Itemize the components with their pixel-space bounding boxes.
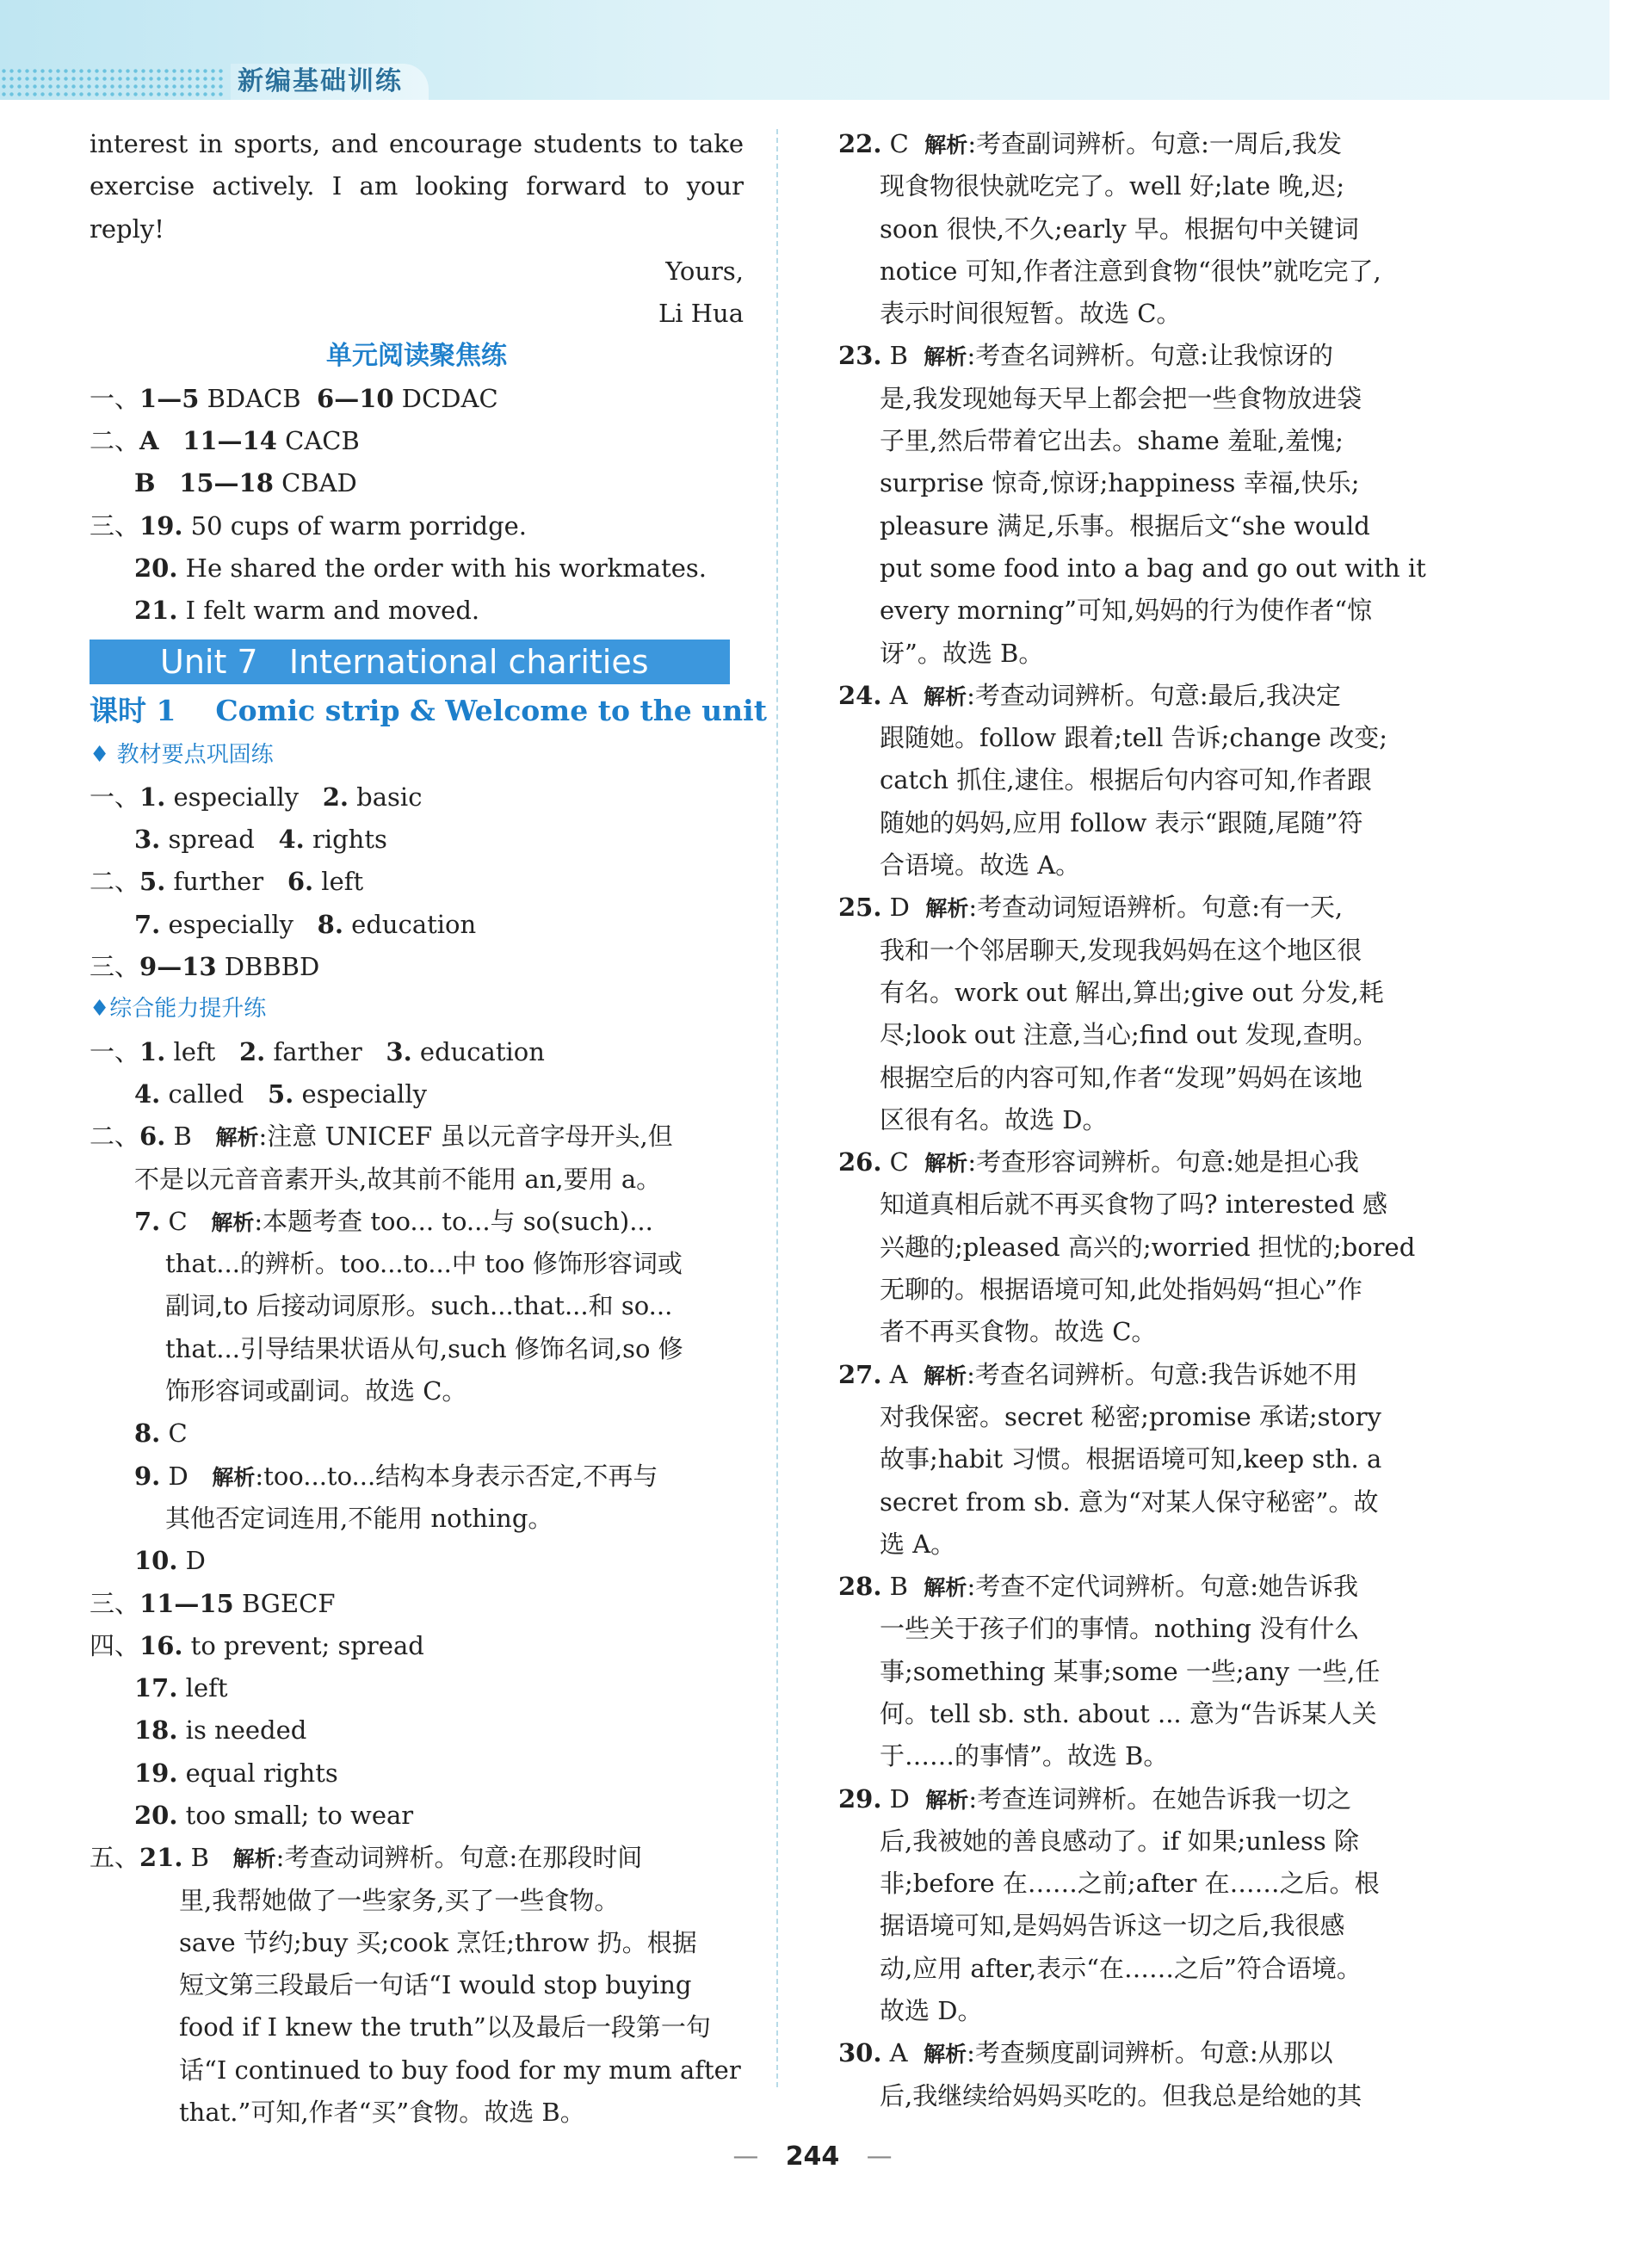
analysis-label: 解析 (925, 1787, 969, 1813)
question-answer: D (177, 1546, 206, 1576)
answer-prefix: 五、 (90, 1843, 140, 1873)
letter-signature: Li Hua (658, 299, 744, 329)
analysis-first-line (838, 1354, 1456, 1396)
analysis-text: 故选 D。 (880, 1996, 983, 2026)
question-number: 8. (134, 1418, 161, 1449)
analysis-text: 有名。work out 解出,算出;give out 分发,耗 (880, 977, 1384, 1007)
answer-number: 3. (134, 825, 161, 855)
analysis-text: 是,我发现她每天早上都会把一些食物放进袋 (880, 383, 1362, 413)
answer-line (90, 547, 744, 590)
section-title: 单元阅读聚焦练 (326, 341, 507, 372)
analysis-text: 区很有名。故选 D。 (880, 1104, 1108, 1134)
analysis-text: :注意 UNICEF 虽以元音字母开头,但 (258, 1122, 673, 1152)
right-column (838, 123, 1456, 2117)
analysis-text: :考查名词辨析。句意:我告诉她不用 (967, 1359, 1358, 1389)
analysis-label: 解析 (212, 1464, 256, 1490)
analysis-text: 知道真相后就不再买食物了吗? interested 感 (880, 1190, 1388, 1220)
analysis-line (90, 1370, 744, 1412)
analysis-line (838, 293, 1456, 335)
answer-text: too small; to wear (177, 1800, 414, 1830)
question-number: 25. (838, 893, 882, 923)
analysis-line (838, 1948, 1456, 1990)
analysis-text: surprise 惊奇,惊讶;happiness 幸福,快乐; (880, 468, 1360, 498)
analysis-first-line (838, 123, 1456, 165)
analysis-line (838, 1269, 1456, 1311)
analysis-label: 解析 (211, 1209, 255, 1235)
analysis-text: :too...to...结构本身表示否定,不再与 (255, 1461, 658, 1491)
sub-heading: ♦综合能力提升练 (90, 996, 267, 1023)
answer-number: 6—10 (317, 383, 394, 413)
answer-line (90, 1667, 744, 1709)
question-answer: C (881, 129, 925, 158)
answer-number: 11—15 (139, 1588, 234, 1618)
analysis-text: 故事;habit 习惯。根据语境可知,keep sth. a (880, 1444, 1382, 1474)
section-title-line (90, 335, 744, 377)
analysis-line (838, 1014, 1456, 1056)
answer-number: 4. (278, 825, 305, 855)
answer-text (159, 426, 183, 455)
analysis-text: 根据空后的内容可知,作者“发现”妈妈在该地 (880, 1062, 1362, 1092)
analysis-line (838, 1227, 1456, 1269)
analysis-text: 现食物很快就吃完了。well 好;late 晚,迟; (880, 171, 1345, 201)
answer-line (90, 420, 744, 462)
answer-number: 19. (134, 1758, 178, 1788)
analysis-text: 饰形容词或副词。故选 C。 (165, 1376, 467, 1406)
analysis-text: 者不再买食物。故选 C。 (880, 1317, 1157, 1347)
answer-text: left (313, 867, 364, 897)
analysis-text: notice 可知,作者注意到食物“很快”就吃完了, (880, 256, 1381, 286)
analysis-line (90, 2006, 744, 2049)
analysis-text: secret from sb. 意为“对某人保守秘密”。故 (880, 1486, 1379, 1517)
answer-text: DBBBD (216, 952, 320, 982)
analysis-text: 跟随她。follow 跟着;tell 告诉;change 改变; (880, 723, 1387, 753)
answer-text: equal rights (177, 1758, 338, 1788)
answer-text: spread (160, 825, 279, 855)
question-answer: D (881, 1783, 926, 1814)
analysis-text: 一些关于孩子们的事情。nothing 没有什么 (880, 1614, 1360, 1644)
question-number: 21. (139, 1843, 183, 1873)
answer-text: further (165, 867, 287, 897)
answer-prefix: 二、 (90, 1122, 140, 1152)
answer-number: 8. (317, 909, 343, 939)
analysis-text: 话“I continued to buy food for my mum after (179, 2055, 741, 2085)
answer-text: basic (348, 782, 423, 812)
analysis-line (838, 1990, 1456, 2032)
analysis-label: 解析 (232, 1846, 276, 1872)
analysis-text: 非;before 在……之前;after 在……之后。根 (880, 1869, 1380, 1899)
analysis-line (90, 1880, 744, 1922)
analysis-line (838, 165, 1456, 207)
answer-prefix: 二、 (90, 426, 140, 456)
analysis-line (838, 462, 1456, 504)
series-title: 新编基础训练 (231, 64, 429, 100)
answer-line (90, 378, 744, 420)
analysis-first-line (838, 1566, 1456, 1608)
analysis-text: :考查动词短语辨析。句意:有一天, (968, 893, 1344, 923)
analysis-first-line (838, 2032, 1456, 2074)
answer-number: 20. (134, 1800, 178, 1830)
answer-prefix: 三、 (90, 1588, 140, 1618)
question-number: 10. (134, 1546, 178, 1576)
analysis-text: :本题考查 too... to...与 so(such)... (254, 1206, 653, 1236)
answer-prefix: 一、 (90, 782, 140, 812)
answer-number: A (139, 426, 159, 456)
answer-number: 17. (134, 1673, 178, 1703)
analysis-text: 里,我帮她做了一些家务,买了一些食物。 (179, 1885, 620, 1915)
analysis-text: catch 抓住,逮住。根据后句内容可知,作者跟 (880, 765, 1372, 795)
question-answer: A (881, 2038, 924, 2068)
analysis-text: :考查副词辨析。句意:一周后,我发 (967, 129, 1343, 158)
answer-line (90, 861, 744, 903)
analysis-line (838, 1608, 1456, 1650)
answer-prefix: 四、 (90, 1630, 140, 1660)
analysis-line (838, 717, 1456, 759)
analysis-first-line (90, 1201, 744, 1243)
answer-number: 5. (139, 867, 166, 897)
question-number: 30. (838, 2038, 882, 2068)
analysis-text: 其他否定词连用,不能用 nothing。 (165, 1503, 553, 1533)
analysis-line (90, 1328, 744, 1370)
answer-number: 15—18 (179, 468, 274, 498)
analysis-text: that.”可知,作者“买”食物。故选 B。 (179, 2098, 585, 2128)
question-answer: C (160, 1206, 212, 1236)
analysis-text: 据语境可知,是妈妈告诉这一切之后,我很感 (880, 1911, 1345, 1941)
letter-line (90, 123, 744, 165)
analysis-line (90, 2092, 744, 2134)
analysis-text: :考查动词辨析。句意:在那段时间 (275, 1843, 643, 1873)
signature-line (90, 293, 744, 335)
letter-line (90, 208, 744, 250)
analysis-text: put some food into a bag and go out with it (880, 553, 1426, 583)
answer-number: 11—14 (182, 426, 277, 456)
answer-text: education (411, 1036, 545, 1066)
answer-number: 1—5 (139, 383, 200, 413)
footer-dash-left: — (732, 2141, 759, 2172)
question-answer: A (881, 680, 924, 710)
analysis-line (838, 1183, 1456, 1226)
analysis-text: 短文第三段最后一句话“I would stop buying (179, 1970, 692, 2000)
analysis-text: 表示时间很短暂。故选 C。 (880, 299, 1182, 329)
question-number: 22. (838, 129, 882, 158)
analysis-text: 副词,to 后接动词原形。such...that...和 so... (165, 1291, 673, 1321)
answer-line (90, 1752, 744, 1795)
question-answer: D (881, 893, 926, 923)
answer-number: 4. (134, 1078, 161, 1109)
answer-number: 1. (139, 782, 166, 812)
answer-text: especially (293, 1078, 427, 1109)
analysis-line (838, 1693, 1456, 1735)
answer-line (90, 1073, 744, 1115)
answer-number: 9—13 (139, 952, 217, 982)
question-answer: D (160, 1461, 213, 1491)
answer-text: 50 cups of warm porridge. (182, 510, 528, 541)
analysis-text: 事;something 某事;some 一些;any 一些,任 (880, 1656, 1381, 1686)
analysis-text: 对我保密。secret 秘密;promise 承诺;story (880, 1401, 1381, 1431)
analysis-line (90, 2049, 744, 2092)
answer-line (90, 1583, 744, 1625)
question-number: 6. (139, 1122, 166, 1152)
analysis-text: :考查形容词辨析。句意:她是担心我 (967, 1147, 1359, 1177)
analysis-line (838, 1481, 1456, 1523)
answer-line (90, 1709, 744, 1752)
lesson-title: 课时 1 Comic strip & Welcome to the unit (90, 693, 767, 727)
analysis-line (838, 1651, 1456, 1693)
answer-text: CACB (276, 426, 360, 456)
answer-text: CBAD (273, 468, 357, 498)
analysis-text: 随她的妈妈,应用 follow 表示“跟随,尾随”符 (880, 807, 1363, 837)
analysis-first-line (838, 1778, 1456, 1820)
analysis-text: 我和一个邻居聊天,发现我妈妈在这个地区很 (880, 935, 1362, 965)
analysis-line (838, 378, 1456, 420)
answer-line (90, 819, 744, 861)
sub-heading: ♦ 教材要点巩固练 (90, 741, 274, 768)
answer-number: 18. (134, 1715, 178, 1746)
answer-line (90, 590, 744, 632)
analysis-first-line (90, 1455, 744, 1498)
analysis-text: food if I knew the truth”以及最后一段第一句 (179, 2012, 711, 2042)
analysis-text: 不是以元音音素开头,故其前不能用 an,要用 a。 (134, 1164, 662, 1194)
answer-prefix: 三、 (90, 952, 140, 982)
analysis-line (90, 1285, 744, 1327)
analysis-first-line (90, 1412, 744, 1455)
analysis-text: 尽;look out 注意,当心;find out 发现,查明。 (880, 1020, 1378, 1050)
page-number: 244 (785, 2141, 840, 2172)
letter-closing: Yours, (665, 256, 744, 286)
analysis-line (838, 1396, 1456, 1438)
analysis-text: :考查名词辨析。句意:让我惊讶的 (967, 341, 1333, 371)
analysis-text: save 节约;buy 买;cook 烹饪;throw 扔。根据 (179, 1927, 697, 1957)
analysis-line (838, 250, 1456, 293)
analysis-line (838, 1820, 1456, 1863)
question-answer: B (182, 1843, 233, 1873)
analysis-text: 何。tell sb. sth. about ... 意为“告诉某人关 (880, 1698, 1377, 1728)
analysis-text: :考查频度副词辨析。句意:从那以 (967, 2038, 1333, 2068)
answer-number: 21. (134, 596, 178, 626)
answer-text: is needed (177, 1715, 307, 1746)
answer-text: rights (304, 825, 387, 855)
analysis-line (838, 844, 1456, 887)
analysis-label: 解析 (924, 1363, 967, 1388)
answer-number: 19. (139, 510, 183, 541)
analysis-line (838, 802, 1456, 844)
analysis-text: :考查动词辨析。句意:最后,我决定 (967, 680, 1341, 710)
answer-text: called (160, 1078, 268, 1109)
question-answer: B (881, 1572, 924, 1602)
analysis-first-line (90, 1115, 744, 1158)
analysis-line (90, 1159, 744, 1201)
answer-number: 3. (386, 1036, 412, 1066)
answer-text: I felt warm and moved. (177, 596, 480, 626)
page-number-footer (0, 2141, 1625, 2172)
answer-number: 5. (267, 1078, 294, 1109)
footer-dash-right: — (866, 2141, 893, 2172)
analysis-line (90, 1922, 744, 1964)
left-column (90, 123, 767, 2134)
letter-text: exercise actively. I am looking forward to your (90, 171, 744, 201)
answer-line (90, 1031, 744, 1073)
analysis-label: 解析 (924, 1575, 967, 1601)
analysis-text: 选 A。 (880, 1529, 956, 1559)
answer-text (156, 468, 180, 497)
analysis-line (838, 633, 1456, 675)
analysis-label: 解析 (925, 896, 969, 922)
answer-prefix: 一、 (90, 383, 140, 413)
analysis-line (838, 505, 1456, 547)
answer-line (90, 462, 744, 504)
answer-text: BDACB (199, 383, 318, 413)
answer-text: He shared the order with his workmates. (177, 553, 707, 583)
question-number: 9. (134, 1461, 161, 1491)
answer-text: education (343, 909, 477, 939)
answer-number: 16. (139, 1630, 183, 1660)
answer-line (90, 505, 744, 547)
analysis-text: 子里,然后带着它出去。shame 羞耻,羞愧; (880, 426, 1344, 456)
analysis-line (838, 590, 1456, 632)
answer-text: especially (165, 782, 323, 812)
answer-line (90, 776, 744, 819)
analysis-line (838, 1057, 1456, 1099)
analysis-label: 解析 (924, 1151, 968, 1177)
answer-number: B (134, 468, 156, 498)
analysis-line (838, 2075, 1456, 2117)
analysis-text: that...引导结果状语从句,such 修饰名词,so 修 (165, 1333, 683, 1363)
answer-text: DCDAC (393, 383, 498, 413)
answer-text: farther (265, 1036, 386, 1066)
analysis-line (838, 1735, 1456, 1777)
analysis-line (838, 1523, 1456, 1566)
analysis-text: 兴趣的;pleased 高兴的;worried 担忧的;bored (880, 1232, 1416, 1262)
answer-number: 6. (287, 867, 314, 897)
analysis-line (838, 1099, 1456, 1141)
analysis-first-line (90, 1837, 744, 1879)
question-number: 26. (838, 1147, 882, 1177)
question-answer: A (881, 1359, 924, 1389)
answer-line (90, 1795, 744, 1837)
closing-line (90, 250, 744, 293)
column-divider (776, 129, 778, 2087)
analysis-line (838, 1438, 1456, 1480)
answer-number: 7. (134, 909, 161, 939)
analysis-first-line (838, 1141, 1456, 1183)
letter-line (90, 165, 744, 207)
analysis-line (838, 1311, 1456, 1353)
answer-prefix: 三、 (90, 510, 140, 541)
analysis-label: 解析 (924, 344, 967, 370)
analysis-text: that...的辨析。too...to...中 too 修饰形容词或 (165, 1249, 683, 1279)
answer-line (90, 904, 744, 946)
analysis-text: 无聊的。根据语境可知,此处指妈妈“担心”作 (880, 1275, 1362, 1305)
analysis-line (838, 930, 1456, 972)
question-number: 28. (838, 1572, 882, 1602)
analysis-line (838, 547, 1456, 590)
analysis-text: 合语境。故选 A。 (880, 850, 1081, 881)
analysis-label: 解析 (924, 683, 967, 709)
analysis-text: 于……的事情”。故选 B。 (880, 1741, 1169, 1771)
analysis-text: 后,我被她的善良感动了。if 如果;unless 除 (880, 1826, 1359, 1856)
answer-line (90, 1625, 744, 1667)
answer-number: 1. (139, 1036, 166, 1066)
analysis-first-line (838, 675, 1456, 717)
analysis-first-line (838, 887, 1456, 929)
analysis-line (838, 1863, 1456, 1905)
analysis-line (838, 208, 1456, 250)
answer-text: BGECF (233, 1588, 336, 1618)
analysis-text: :考查连词辨析。在她告诉我一切之 (968, 1783, 1352, 1814)
answer-line (90, 946, 744, 988)
analysis-first-line (90, 1540, 744, 1582)
question-number: 27. (838, 1359, 882, 1389)
analysis-text: 后,我继续给妈妈买吃的。但我总是给她的其 (880, 2080, 1362, 2110)
analysis-text: :考查不定代词辨析。句意:她告诉我 (967, 1572, 1358, 1602)
analysis-text: every morning”可知,妈妈的行为使作者“惊 (880, 596, 1373, 626)
letter-text: reply! (90, 213, 164, 244)
analysis-line (90, 1243, 744, 1285)
analysis-line (90, 1498, 744, 1540)
analysis-first-line (838, 335, 1456, 377)
analysis-text: soon 很快,不久;early 早。根据句中关键词 (880, 213, 1359, 244)
analysis-line (838, 1905, 1456, 1947)
answer-text: left (177, 1673, 228, 1703)
analysis-label: 解析 (924, 133, 968, 158)
analysis-label: 解析 (215, 1125, 259, 1151)
analysis-line (90, 1964, 744, 2006)
question-number: 23. (838, 341, 882, 371)
answer-number: 2. (239, 1036, 266, 1066)
answer-text: left (165, 1036, 239, 1066)
header-dot-pattern (0, 67, 224, 96)
answer-number: 2. (322, 782, 349, 812)
answer-text: especially (160, 909, 318, 939)
question-answer: B (165, 1122, 216, 1152)
analysis-text: 讶”。故选 B。 (880, 638, 1044, 668)
question-answer: C (881, 1147, 925, 1177)
question-answer: B (881, 341, 924, 371)
analysis-label: 解析 (924, 2042, 967, 2067)
analysis-line (838, 972, 1456, 1014)
answer-number: 20. (134, 553, 178, 583)
letter-text: interest in sports, and encourage students to take (90, 129, 744, 158)
answer-prefix: 二、 (90, 867, 140, 897)
question-number: 7. (134, 1206, 161, 1236)
unit-banner: Unit 7 International charities (90, 640, 730, 684)
analysis-line (838, 420, 1456, 462)
page-header-band (0, 0, 1610, 100)
analysis-text: 动,应用 after,表示“在……之后”符合语境。 (880, 1953, 1362, 1983)
analysis-line (838, 759, 1456, 801)
analysis-text: pleasure 满足,乐事。根据后文“she would (880, 510, 1370, 541)
question-answer: C (160, 1418, 188, 1449)
answer-text: to prevent; spread (182, 1630, 424, 1660)
answer-prefix: 一、 (90, 1036, 140, 1066)
question-number: 29. (838, 1783, 882, 1814)
question-number: 24. (838, 680, 882, 710)
